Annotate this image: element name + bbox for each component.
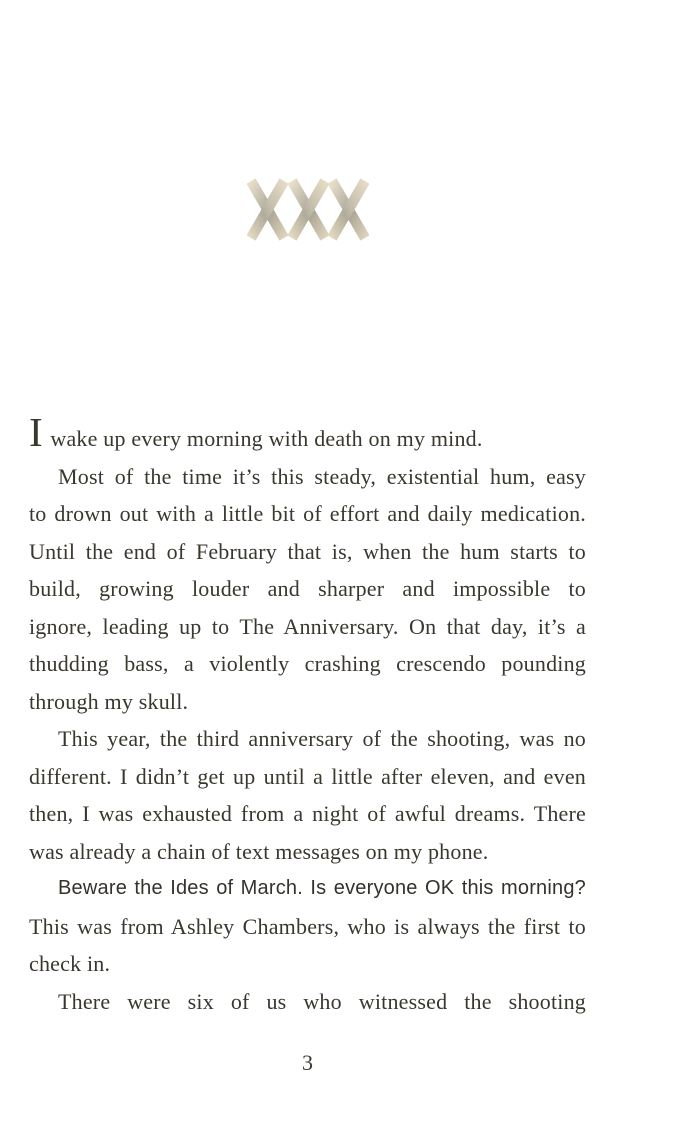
text-block <box>29 409 586 1020</box>
text-line: different. I didn’t get up until a little after eleven, and even <box>29 763 586 789</box>
page-inner <box>29 0 586 1140</box>
text-line: This was from Ashley Chambers, who is always the first to <box>29 913 586 939</box>
text-line: through my skull. <box>29 688 189 714</box>
text-line: check in. <box>29 951 111 976</box>
text-message-line: Beware the Ides of March. Is everyone OK this morning? <box>58 877 586 899</box>
text-line: There were six of us who witnessed the shooting <box>58 988 586 1014</box>
text-line: build, growing louder and sharper and impossible to <box>29 576 586 601</box>
page-number: 3 <box>302 1050 313 1075</box>
text-line: I wake up every morning with death on my mind. <box>29 409 483 455</box>
text-line: then, I was exhausted from a night of awful dreams. There <box>29 801 586 826</box>
drop-cap: I <box>29 409 43 455</box>
text-line: Most of the time it’s this steady, existential hum, easy <box>58 463 586 489</box>
text-line: thudding bass, a violently crashing crescendo pounding <box>29 651 586 676</box>
text-line: This year, the third anniversary of the shooting, was no <box>58 726 586 751</box>
text-line: Until the end of February that is, when the hum starts to <box>29 538 586 564</box>
text-line: to drown out with a little bit of effort and daily medication. <box>29 501 586 526</box>
text-line: ignore, leading up to The Anniversary. On that day, it’s a <box>29 613 586 639</box>
text-line: was already a chain of text messages on my phone. <box>29 838 489 864</box>
chapter-ornament-xxx-icon <box>247 177 369 242</box>
